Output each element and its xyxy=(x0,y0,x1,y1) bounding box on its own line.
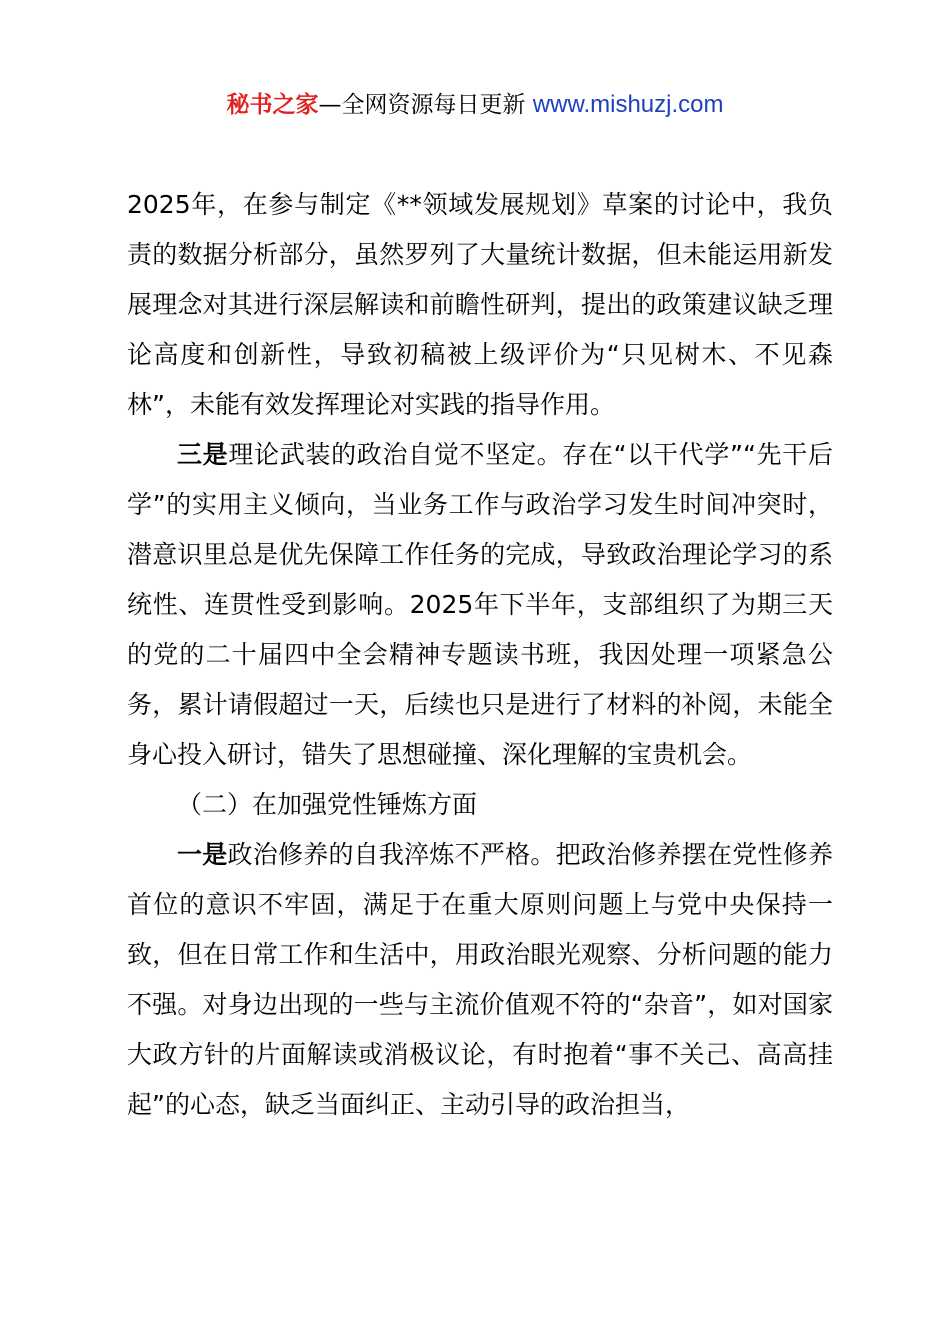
website-link[interactable]: www.mishuzj.com xyxy=(532,91,724,118)
paragraph-point-one xyxy=(127,830,833,1130)
paragraph-text: 理论武装的政治自觉不坚定。存在“以干代学”“先干后学”的实用主义倾向，当业务工作与政治学习发生时间冲突时，潜意识里总是优先保障工作任务的完成，导致政治理论学习的系统性、连贯性受到影响。2025年下半年，支部组织了为期三天的党的二十届四中全会精神专题读书班，我因处理一项紧急公务，累计请假超过一天，后续也只是进行了材料的补阅，未能全身心投入研讨，错失了思想碰撞、深化理解的宝贵机会。 xyxy=(127,440,833,769)
document-body xyxy=(127,180,833,1130)
paragraph-text: 政治修养的自我淬炼不严格。把政治修养摆在党性修养首位的意识不牢固，满足于在重大原则问题上与党中央保持一致，但在日常工作和生活中，用政治眼光观察、分析问题的能力不强。对身边出现的一些与主流价值观不符的“杂音”，如对国家大政方针的片面解读或消极议论，有时抱着“事不关己、高高挂起”的心态，缺乏当面纠正、主动引导的政治担当， xyxy=(127,840,833,1119)
section-heading-text: （二）在加强党性锤炼方面 xyxy=(177,790,478,819)
paragraph-continuation xyxy=(127,180,833,430)
paragraph-text: 2025年，在参与制定《**领域发展规划》草案的讨论中，我负责的数据分析部分，虽然罗列了大量统计数据，但未能运用新发展理念对其进行深层解读和前瞻性研判，提出的政策建议缺乏理论高度和创新性，导致初稿被上级评价为“只见树木、不见森林”，未能有效发挥理论对实践的指导作用。 xyxy=(127,190,833,419)
header-tagline: —全网资源每日更新 xyxy=(318,92,533,118)
section-heading xyxy=(127,780,833,830)
paragraph-point-three xyxy=(127,430,833,780)
paragraph-lead: 一是 xyxy=(177,840,228,869)
brand-name: 秘书之家 xyxy=(226,92,319,118)
page-header xyxy=(0,88,950,122)
paragraph-lead: 三是 xyxy=(177,440,229,469)
